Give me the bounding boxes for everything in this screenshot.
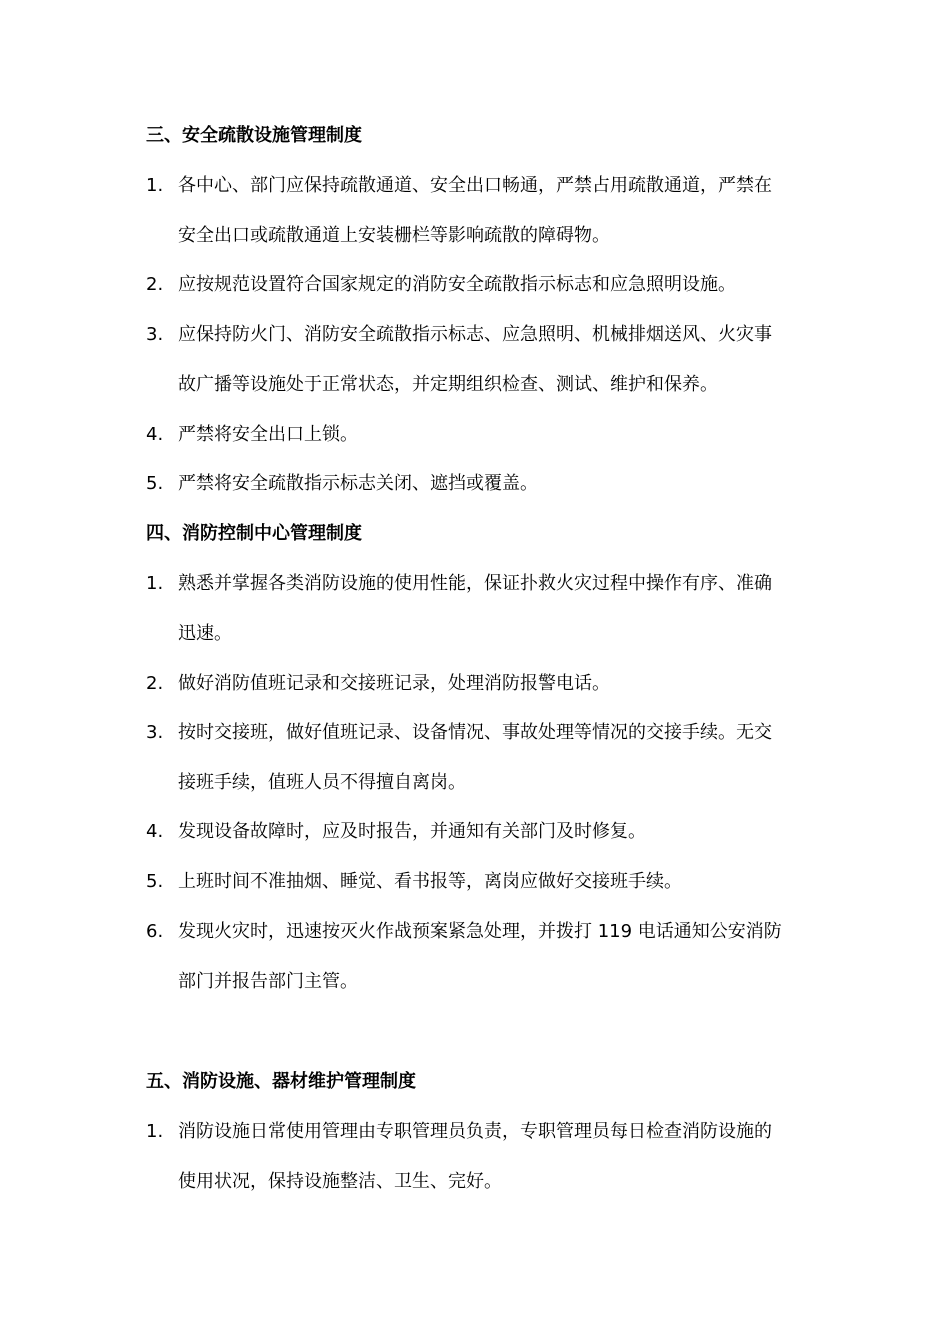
item-text-line: 消防设施日常使用管理由专职管理员负责，专职管理员每日检查消防设施的 bbox=[178, 1121, 772, 1142]
item-text-line: 按时交接班，做好值班记录、设备情况、事故处理等情况的交接手续。无交 bbox=[178, 722, 772, 743]
item-text-line: 熟悉并掌握各类消防设施的使用性能，保证扑救火灾过程中操作有序、准确 bbox=[178, 573, 772, 594]
item-number: 4. bbox=[146, 821, 164, 842]
item-number: 5. bbox=[146, 871, 164, 892]
section-heading: 五、消防设施、器材维护管理制度 bbox=[146, 1071, 416, 1092]
item-number: 2. bbox=[146, 274, 164, 295]
item-number: 1. bbox=[146, 175, 164, 196]
item-text-line: 严禁将安全出口上锁。 bbox=[178, 424, 358, 445]
section-heading: 三、安全疏散设施管理制度 bbox=[146, 125, 362, 146]
item-text-line: 迅速。 bbox=[178, 623, 232, 644]
item-text-line: 发现设备故障时，应及时报告，并通知有关部门及时修复。 bbox=[178, 821, 646, 842]
item-number: 2. bbox=[146, 673, 164, 694]
section-heading: 四、消防控制中心管理制度 bbox=[146, 523, 362, 544]
item-number: 1. bbox=[146, 573, 164, 594]
item-text-line: 应保持防火门、消防安全疏散指示标志、应急照明、机械排烟送风、火灾事 bbox=[178, 324, 772, 345]
item-text-line: 部门并报告部门主管。 bbox=[178, 971, 358, 992]
item-text-line: 上班时间不准抽烟、睡觉、看书报等，离岗应做好交接班手续。 bbox=[178, 871, 682, 892]
item-number: 4. bbox=[146, 424, 164, 445]
item-text-line: 严禁将安全疏散指示标志关闭、遮挡或覆盖。 bbox=[178, 473, 538, 494]
item-text-line: 应按规范设置符合国家规定的消防安全疏散指示标志和应急照明设施。 bbox=[178, 274, 736, 295]
item-text-line: 使用状况，保持设施整洁、卫生、完好。 bbox=[178, 1171, 502, 1192]
item-number: 1. bbox=[146, 1121, 164, 1142]
item-number: 6. bbox=[146, 921, 164, 942]
item-text-line: 故广播等设施处于正常状态，并定期组织检查、测试、维护和保养。 bbox=[178, 374, 718, 395]
item-number: 5. bbox=[146, 473, 164, 494]
item-text-line: 发现火灾时，迅速按灭火作战预案紧急处理，并拨打 119 电话通知公安消防 bbox=[178, 921, 782, 942]
item-text-line: 接班手续，值班人员不得擅自离岗。 bbox=[178, 772, 466, 793]
item-number: 3. bbox=[146, 722, 164, 743]
item-text-line: 做好消防值班记录和交接班记录，处理消防报警电话。 bbox=[178, 673, 610, 694]
item-text-line: 各中心、部门应保持疏散通道、安全出口畅通，严禁占用疏散通道，严禁在 bbox=[178, 175, 772, 196]
item-number: 3. bbox=[146, 324, 164, 345]
item-text-line: 安全出口或疏散通道上安装栅栏等影响疏散的障碍物。 bbox=[178, 225, 610, 246]
